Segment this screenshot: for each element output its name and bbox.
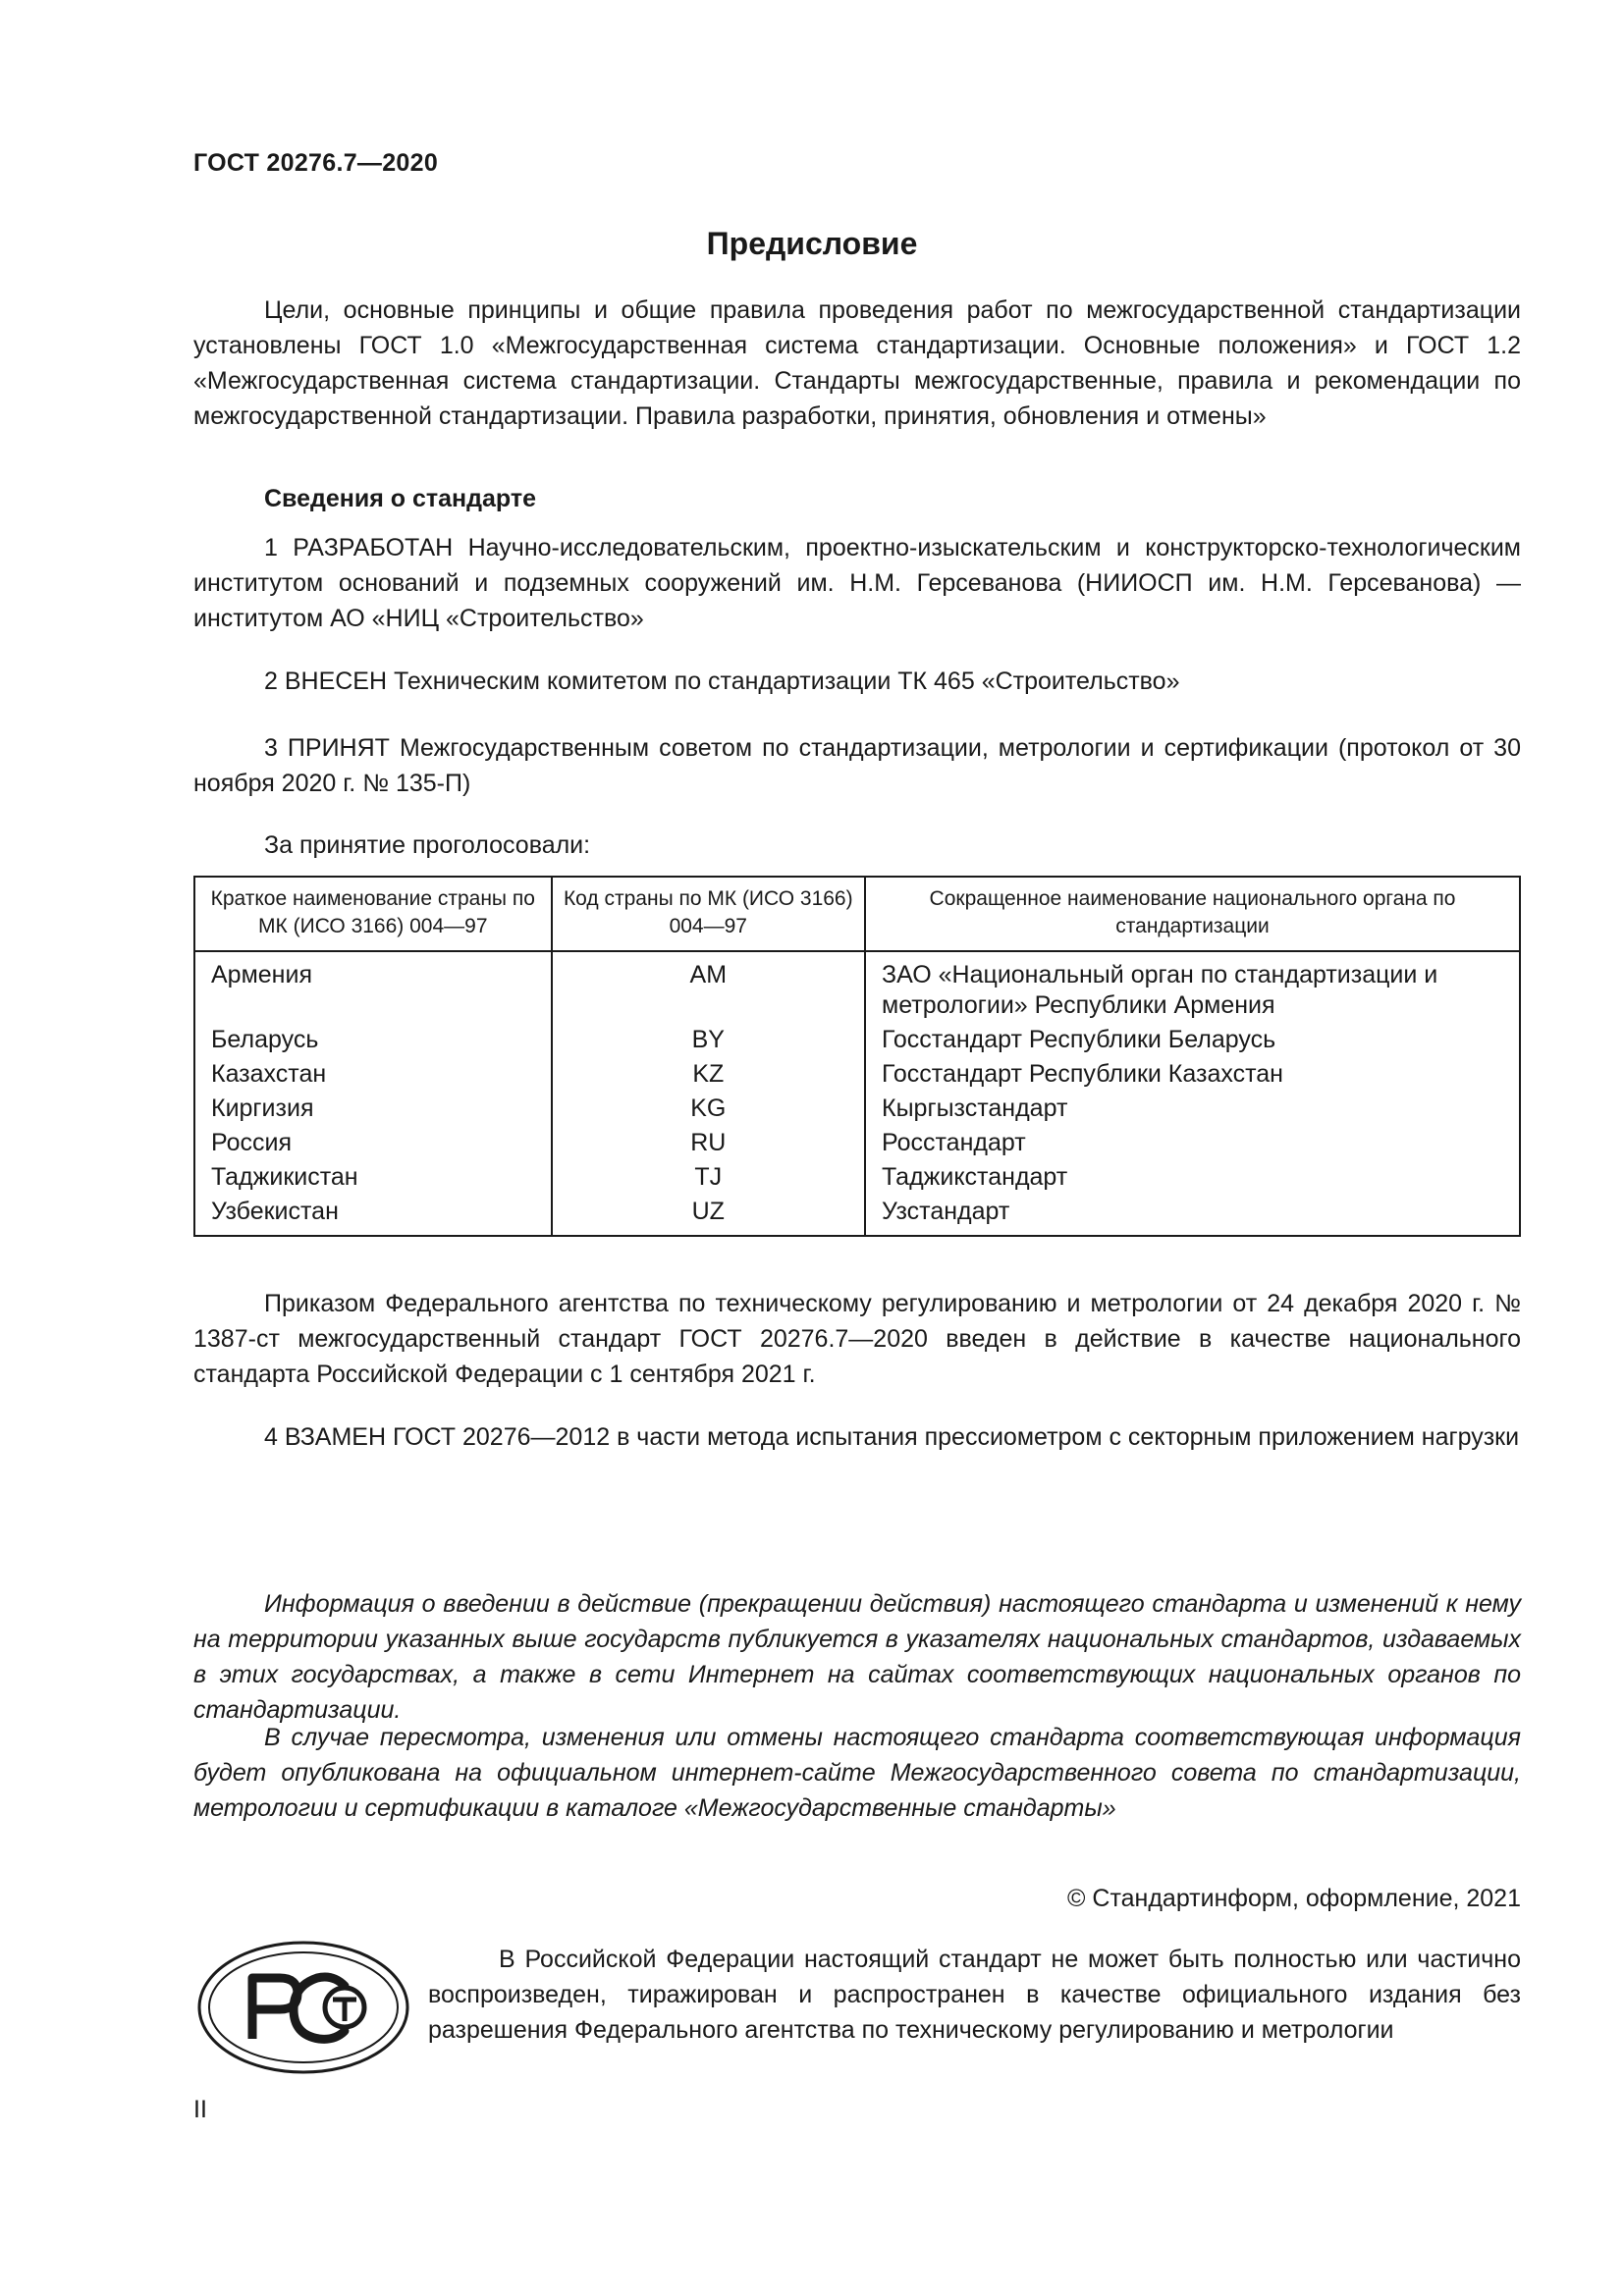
item-2-introduced: 2 ВНЕСЕН Техническим комитетом по стандартизации ТК 465 «Строительство» — [264, 667, 1180, 695]
code-cell: KZ — [552, 1057, 865, 1092]
table-row — [194, 951, 1520, 1023]
code-cell: BY — [552, 1023, 865, 1057]
copyright-line: © Стандартинформ, оформление, 2021 — [1067, 1885, 1521, 1912]
rst-logo-icon — [195, 1939, 411, 2076]
info-heading: Сведения о стандарте — [264, 485, 537, 512]
code-cell: KG — [552, 1092, 865, 1126]
body-cell: Госстандарт Республики Беларусь — [865, 1023, 1520, 1057]
country-cell: Киргизия — [194, 1092, 552, 1126]
table-row — [194, 1126, 1520, 1160]
table-row — [194, 1195, 1520, 1236]
enactment-order-paragraph: Приказом Федерального агентства по техническому регулированию и метрологии от 24 декабря 2020 г. № 1387-ст межгосударственный стандарт ГОСТ 20276.7—2020 введен в действие в качестве национального стандарта Российской Федерации с 1 сентября 2021 г. — [193, 1290, 1521, 1388]
country-cell: Казахстан — [194, 1057, 552, 1092]
header-code: Код страны по МК (ИСО 3166) 004—97 — [552, 877, 865, 951]
body-cell: Росстандарт — [865, 1126, 1520, 1160]
country-cell: Беларусь — [194, 1023, 552, 1057]
restriction-paragraph: В Российской Федерации настоящий стандарт не может быть полностью или частично воспроизведен, тиражирован и распространен в качестве официального издания без разрешения Федерального агентства по техническому регулированию и метрологии — [428, 1946, 1521, 2044]
table-row — [194, 1160, 1520, 1195]
voting-table — [193, 876, 1521, 1237]
code-cell: UZ — [552, 1195, 865, 1236]
table-row — [194, 1023, 1520, 1057]
code-cell: TJ — [552, 1160, 865, 1195]
body-cell: Таджикстандарт — [865, 1160, 1520, 1195]
body-cell: Кыргызстандарт — [865, 1092, 1520, 1126]
notice-revision-paragraph: В случае пересмотра, изменения или отмены настоящего стандарта соответствующая информация будет опубликована на официальном интернет-сайте Межгосударственного совета по стандартизации, метрологии и сертификации в каталоге «Межгосударственные стандарты» — [193, 1724, 1521, 1822]
item-4-replaces: 4 ВЗАМЕН ГОСТ 20276—2012 в части метода испытания прессиометром с секторным приложением нагрузки — [264, 1423, 1520, 1451]
country-cell: Россия — [194, 1126, 552, 1160]
body-cell: Узстандарт — [865, 1195, 1520, 1236]
voted-label: За принятие проголосовали: — [264, 831, 591, 859]
table-row — [194, 1057, 1520, 1092]
item-1-developed: 1 РАЗРАБОТАН Научно-исследовательским, проектно-изыскательским и конструкторско-технологическим институтом оснований и подземных сооружений им. Н.М. Герсеванова (НИИОСП им. Н.М. Герсеванова) — институтом АО «НИЦ «Строительство» — [193, 534, 1521, 632]
page-title: Предисловие — [706, 226, 918, 261]
intro-paragraph: Цели, основные принципы и общие правила проведения работ по межгосударственной стандартизации установлены ГОСТ 1.0 «Межгосударственная система стандартизации. Основные положения» и ГОСТ 1.2 «Межгосударственная система стандартизации. Стандарты межгосударственные, правила и рекомендации по межгосударственной стандартизации. Правила разработки, принятия, обновления и отмены» — [193, 296, 1521, 430]
code-cell: RU — [552, 1126, 865, 1160]
header-body: Сокращенное наименование национального органа по стандартизации — [865, 877, 1520, 951]
code-cell: AM — [552, 951, 865, 1023]
table-row — [194, 1092, 1520, 1126]
country-cell: Армения — [194, 951, 552, 1023]
body-cell: Госстандарт Республики Казахстан — [865, 1057, 1520, 1092]
country-cell: Таджикистан — [194, 1160, 552, 1195]
document-code-header: ГОСТ 20276.7—2020 — [193, 149, 439, 177]
body-cell: ЗАО «Национальный орган по стандартизации и метрологии» Республики Армения — [865, 951, 1520, 1023]
notice-info-paragraph: Информация о введении в действие (прекращении действия) настоящего стандарта и изменений к нему на территории указанных выше государств публикуется в указателях национальных стандартов, издаваемых в этих государствах, а также в сети Интернет на сайтах соответствующих национальных органов по стандартизации. — [193, 1590, 1521, 1724]
item-3-adopted: 3 ПРИНЯТ Межгосударственным советом по стандартизации, метрологии и сертификации (протокол от 30 ноября 2020 г. № 135-П) — [193, 734, 1521, 797]
country-cell: Узбекистан — [194, 1195, 552, 1236]
page-number: II — [193, 2096, 207, 2123]
header-country: Краткое наименование страны по МК (ИСО 3166) 004—97 — [194, 877, 552, 951]
table-header-row — [194, 877, 1520, 951]
